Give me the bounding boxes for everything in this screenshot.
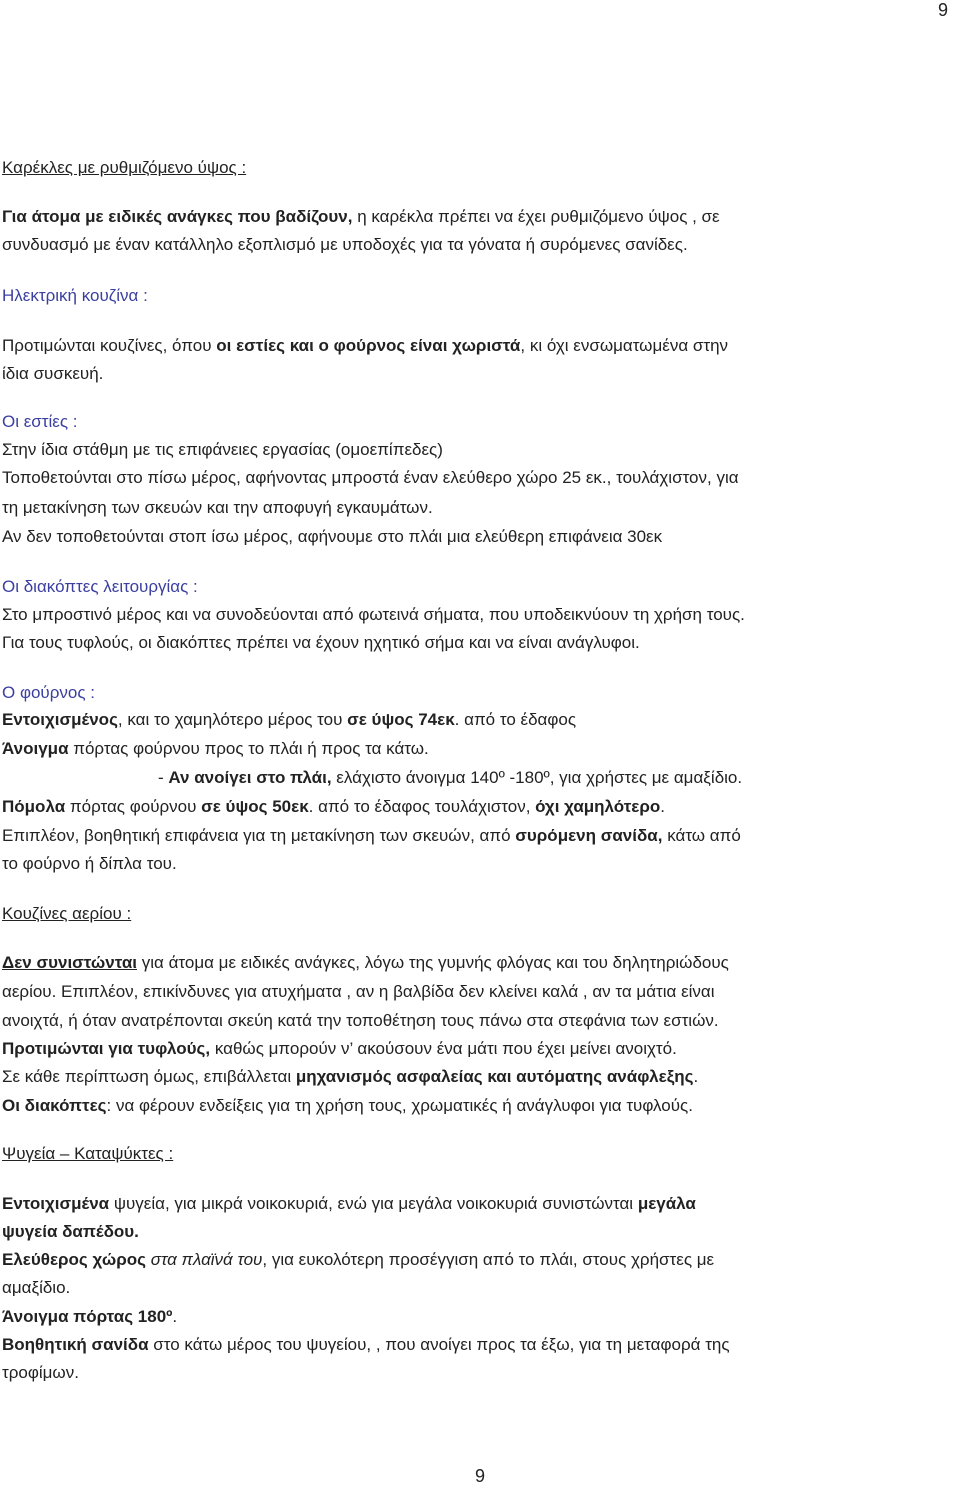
paragraph-line: Οι διακόπτες: να φέρουν ενδείξεις για τη χρήση τους, χρωματικές ή ανάγλυφοι για τυφλούς.	[2, 1096, 693, 1115]
bold-text: Για άτομα με ειδικές ανάγκες που βαδίζουν,	[2, 207, 353, 226]
paragraph-line: Επιπλέον, βοηθητική επιφάνεια για τη μετακίνηση των σκευών, από συρόμενη σανίδα, κάτω από	[2, 826, 741, 845]
paragraph-line: Αν δεν τοποθετούνται στοπ ίσω μέρος, αφήνουμε στο πλάι μια ελεύθερη επιφάνεια 30εκ	[2, 527, 663, 546]
bold-text: Εντοιχισμένος	[2, 710, 118, 729]
bold-text: σε ύψος 74εκ	[347, 710, 455, 729]
heading-adjustable-chairs: Καρέκλες με ρυθμιζόμενο ύψος :	[2, 158, 247, 177]
paragraph-line: ίδια συσκευή.	[2, 364, 104, 383]
bold-text: Άνοιγμα πόρτας 180º	[2, 1307, 173, 1326]
bold-text: Πόμολα	[2, 797, 66, 816]
paragraph-line: ανοιχτά, ή όταν ανατρέπονται σκεύη κατά την τοποθέτηση τους πάνω στα στεφάνια των εστιών.	[2, 1011, 719, 1030]
bold-text: Προτιμώνται για τυφλούς,	[2, 1039, 211, 1058]
bold-text: Ελεύθερος χώρος	[2, 1250, 147, 1269]
paragraph-line: Για τους τυφλούς, οι διακόπτες πρέπει να έχουν ηχητικό σήμα και να είναι ανάγλυφοι.	[2, 633, 640, 652]
heading-gas-stoves: Κουζίνες αερίου :	[2, 904, 132, 923]
paragraph-line: Βοηθητική σανίδα στο κάτω μέρος του ψυγείου, , που ανοίγει προς τα έξω, για τη μεταφορά της	[2, 1335, 730, 1354]
bold-text: Εντοιχισμένα	[2, 1194, 110, 1213]
italic-text: τα πλαϊνά του	[161, 1250, 263, 1269]
list-item: - Αν ανοίγει στο πλάι, ελάχιστο άνοιγμα 140º -180º, για χρήστες με αμαξίδιο.	[158, 768, 743, 787]
bold-text: Βοηθητική σανίδα	[2, 1335, 149, 1354]
footer-page-number: 9	[474, 1466, 485, 1486]
paragraph-line: συνδυασμό με έναν κατάλληλο εξοπλισμό με υποδοχές για τα γόνατα ή συρόμενες σανίδες.	[2, 235, 688, 254]
paragraph-line: Προτιμώνται για τυφλούς, καθώς μπορούν ν’ ακούσουν ένα μάτι που έχει μείνει ανοιχτό.	[2, 1039, 677, 1058]
heading-control-switches: Οι διακόπτες λειτουργίας :	[2, 577, 198, 596]
paragraph-line: τη μετακίνηση των σκευών και την αποφυγή εγκαυμάτων.	[2, 498, 433, 517]
paragraph-line: το φούρνο ή δίπλα του.	[2, 854, 177, 873]
paragraph-line: Προτιμώνται κουζίνες, όπου οι εστίες και ο φούρνος είναι χωριστά, κι όχι ενσωματωμένα στην	[2, 336, 729, 355]
bold-text: μηχανισμός ασφαλείας και αυτόματης ανάφλεξης	[295, 1067, 694, 1086]
bold-text: μεγάλα	[637, 1194, 696, 1213]
paragraph-line: τροφίμων.	[2, 1363, 79, 1382]
paragraph-line: Σε κάθε περίπτωση όμως, επιβάλλεται μηχανισμός ασφαλείας και αυτόματης ανάφλεξης.	[2, 1067, 699, 1086]
paragraph-line: Πόμολα πόρτας φούρνου σε ύψος 50εκ. από το έδαφος τουλάχιστον, όχι χαμηλότερο.	[2, 797, 666, 816]
heading-fridges-freezers: Ψυγεία – Καταψύκτες :	[2, 1144, 174, 1163]
paragraph-line: αμαξίδιο.	[2, 1278, 71, 1297]
bold-text: οι εστίες και ο φούρνος είναι χωριστά	[216, 336, 521, 355]
paragraph-line: Στην ίδια στάθμη με τις επιφάνειες εργασίας (ομοεπίπεδες)	[2, 440, 443, 459]
bold-text: Αν ανοίγει στο πλάι,	[168, 768, 332, 787]
paragraph-line: Ελεύθερος χώρος στα πλαϊνά του, για ευκολότερη προσέγγιση από το πλάι, στους χρήστες με	[2, 1250, 715, 1269]
paragraph-line	[2, 1221, 139, 1243]
bold-text: Δεν συνιστώνται	[2, 953, 138, 972]
heading-burners: Οι εστίες :	[2, 412, 78, 431]
bold-text: σε ύψος 50εκ	[201, 797, 309, 816]
heading-oven: Ο φούρνος :	[2, 683, 95, 702]
paragraph-line: αερίου. Επιπλέον, επικίνδυνες για ατυχήματα , αν η βαλβίδα δεν κλείνει καλά , αν τα μάτια είναι	[2, 982, 715, 1001]
bold-text: συρόμενη σανίδα,	[515, 826, 663, 845]
paragraph-line: Εντοιχισμένα ψυγεία, για μικρά νοικοκυριά, ενώ για μεγάλα νοικοκυριά συνιστώνται μεγάλα	[2, 1194, 696, 1213]
bold-text: όχι χαμηλότερο	[535, 797, 661, 816]
bold-text: Άνοιγμα	[2, 739, 69, 758]
paragraph-line: Άνοιγμα πόρτας φούρνου προς το πλάι ή προς τα κάτω.	[2, 739, 429, 758]
paragraph-line: Εντοιχισμένος, και το χαμηλότερο μέρος του σε ύψος 74εκ. από το έδαφος	[2, 710, 577, 729]
header-page-number: 9	[937, 0, 948, 20]
paragraph-line: Δεν συνιστώνται για άτομα με ειδικές ανάγκες, λόγω της γυμνής φλόγας και του δηλητηριώδους	[2, 953, 729, 972]
paragraph-line: Άνοιγμα πόρτας 180º.	[2, 1307, 178, 1326]
heading-electric-stove: Ηλεκτρική κουζίνα :	[2, 286, 148, 305]
bold-text: Οι διακόπτες	[2, 1096, 107, 1115]
paragraph-line: Στο μπροστινό μέρος και να συνοδεύονται από φωτεινά σήματα, που υποδεικνύουν τη χρήση τους.	[2, 605, 745, 624]
paragraph-line: Τοποθετούνται στο πίσω μέρος, αφήνοντας μπροστά έναν ελεύθερο χώρο 25 εκ., τουλάχιστον, για	[2, 468, 739, 487]
paragraph-line: Για άτομα με ειδικές ανάγκες που βαδίζουν, η καρέκλα πρέπει να έχει ρυθμιζόμενο ύψος , σε	[2, 207, 720, 226]
italic-text: σ	[150, 1250, 162, 1269]
bold-text: ψυγεία δαπέδου.	[2, 1222, 139, 1241]
